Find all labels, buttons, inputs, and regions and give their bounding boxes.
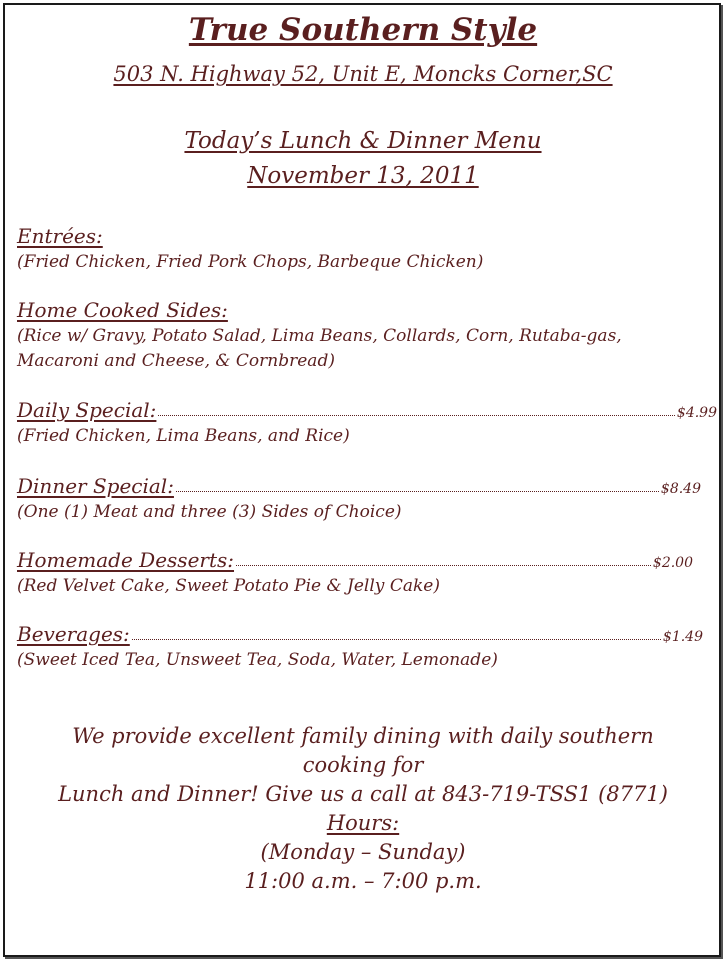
menu-section-sides (17, 298, 717, 374)
section-price: $8.49 (660, 481, 701, 497)
section-description: (Rice w/ Gravy, Potato Salad, Lima Beans, Collards, Corn, Rutaba-gas, Macaroni and Cheese, & Cornbread) (17, 326, 622, 371)
section-heading: Dinner Special: (17, 474, 174, 498)
restaurant-name: True Southern Style (188, 12, 538, 48)
section-description: (One (1) Meat and three (3) Sides of Choice) (17, 502, 402, 522)
menu-section-entrees (17, 224, 717, 275)
section-price: $2.00 (652, 555, 693, 571)
section-heading: Beverages: (17, 622, 130, 646)
menu-section-desserts (17, 548, 693, 599)
menu-footer (20, 722, 706, 896)
section-heading: Homemade Desserts: (17, 548, 235, 572)
section-price: $1.49 (662, 629, 703, 645)
dot-leader (236, 564, 651, 566)
menu-section-daily-special (17, 398, 717, 449)
section-heading: Daily Special: (17, 398, 157, 422)
section-price: $4.99 (676, 405, 717, 421)
menu-title: Today’s Lunch & Dinner Menu (184, 128, 542, 154)
dot-leader (158, 414, 675, 416)
section-description: (Sweet Iced Tea, Unsweet Tea, Soda, Water, Lemonade) (17, 650, 498, 670)
dot-leader (132, 638, 661, 640)
footer-call-line: Lunch and Dinner! Give us a call at 843-719-TSS1 (8771) (58, 782, 668, 806)
section-description: (Fried Chicken, Lima Beans, and Rice) (17, 426, 350, 446)
footer-tagline-line2: cooking for (302, 753, 424, 777)
section-heading: Entrées: (17, 224, 103, 248)
menu-section-beverages (17, 622, 703, 673)
section-description: (Red Velvet Cake, Sweet Potato Pie & Jelly Cake) (17, 576, 440, 596)
hours-days: (Monday – Sunday) (260, 840, 466, 864)
footer-tagline-line1: We provide excellent family dining with daily southern (72, 724, 654, 748)
section-heading: Home Cooked Sides: (17, 298, 228, 322)
menu-date: November 13, 2011 (247, 163, 479, 189)
dot-leader (176, 490, 659, 492)
section-description: (Fried Chicken, Fried Pork Chops, Barbeque Chicken) (17, 252, 484, 272)
restaurant-address: 503 N. Highway 52, Unit E, Moncks Corner,SC (113, 62, 613, 86)
hours-times: 11:00 a.m. – 7:00 p.m. (244, 869, 482, 893)
hours-label: Hours: (326, 811, 400, 835)
menu-section-dinner-special (17, 474, 701, 525)
